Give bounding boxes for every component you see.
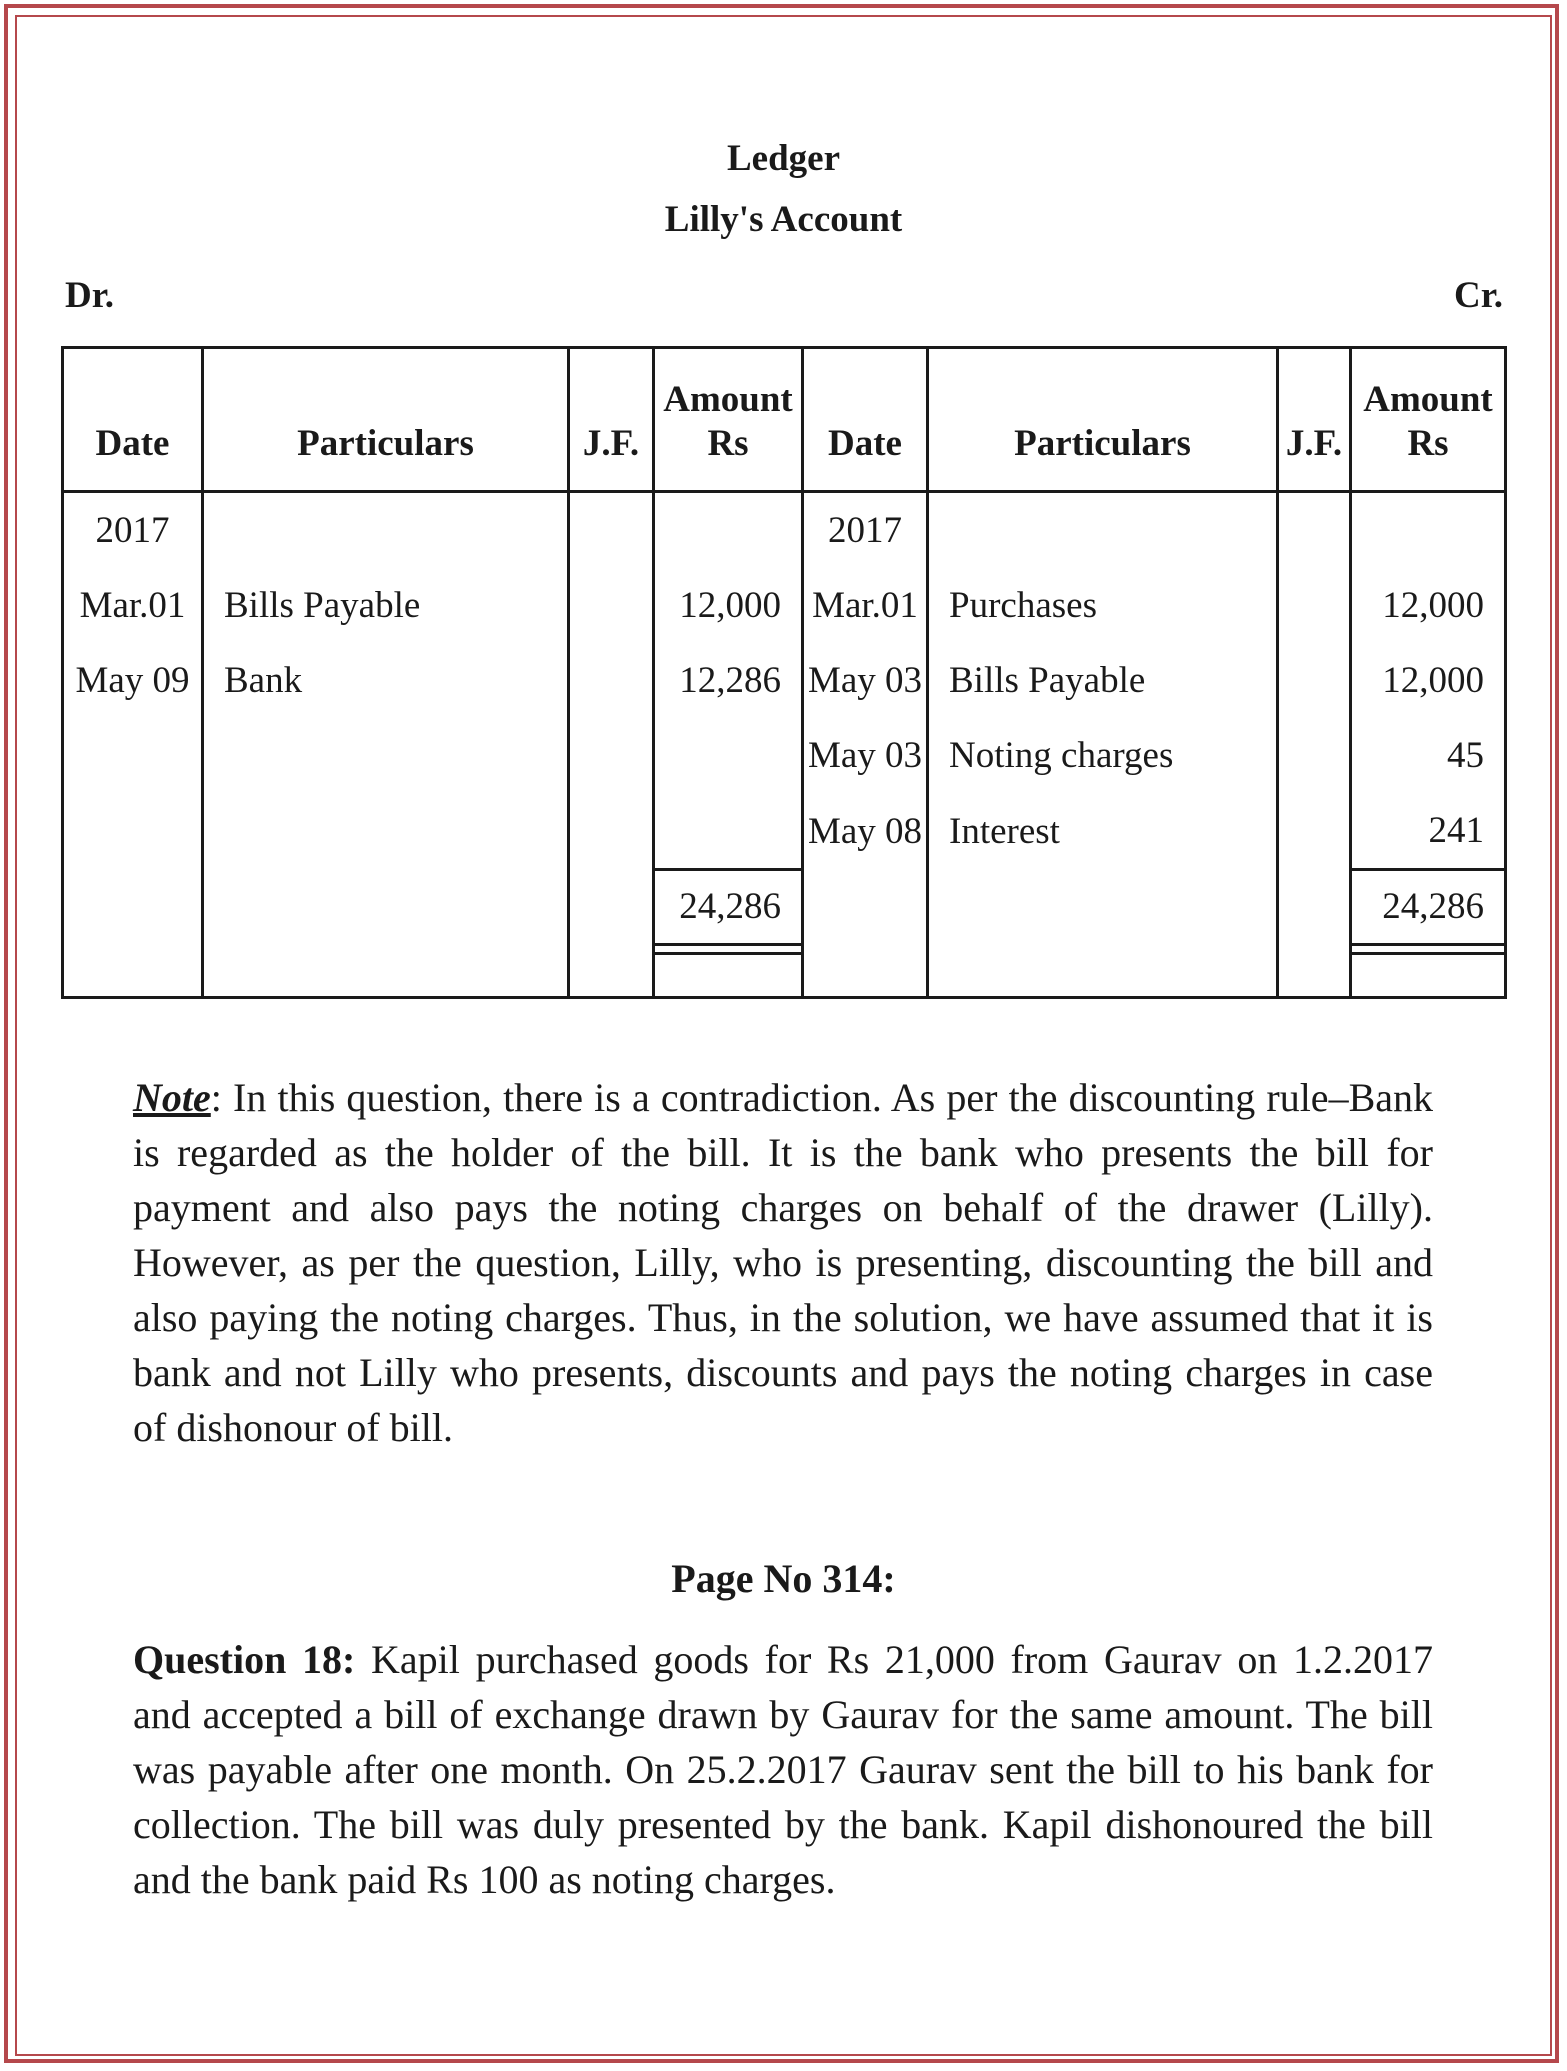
col-header-amount: Amount Rs — [654, 348, 803, 492]
credit-jf — [1278, 718, 1351, 793]
table-header — [63, 348, 1506, 492]
credit-date: May 03 — [803, 643, 928, 718]
col-header-date: Date — [803, 348, 928, 492]
table-row — [63, 718, 1506, 793]
total-row — [63, 870, 1506, 945]
question-label: Question 18: — [133, 1637, 356, 1682]
note-paragraph — [133, 1070, 1433, 1455]
col-header-jf: J.F. — [1278, 348, 1351, 492]
question-paragraph — [133, 1632, 1433, 1907]
credit-particulars: Noting charges — [928, 718, 1278, 793]
table-row — [63, 568, 1506, 643]
question-text: Kapil purchased goods for Rs 21,000 from Gaurav on 1.2.2017 and accepted a bill of exchange drawn by Gaurav for the same amount. The bill was payable after one month. On 25.2.2017 Gaurav sent the bill to his bank for collection. The bill was duly presented by the bank. Kapil dishonoured the bill and the bank paid Rs 100 as noting charges. — [133, 1637, 1434, 1902]
col-header-particulars: Particulars — [928, 348, 1278, 492]
credit-jf — [1278, 568, 1351, 643]
col-header-jf: J.F. — [569, 348, 654, 492]
debit-date: May 09 — [63, 643, 203, 718]
debit-amount: 12,000 — [654, 568, 803, 643]
credit-particulars: Interest — [928, 793, 1278, 870]
table-row — [63, 492, 1506, 569]
account-name: Lilly's Account — [664, 199, 903, 240]
table-row — [63, 793, 1506, 870]
debit-date: Mar.01 — [63, 568, 203, 643]
credit-particulars: Bills Payable — [928, 643, 1278, 718]
note-text: : In this question, there is a contradiction. As per the discounting rule–Bank is regarded as the holder of the bill. It is the bank who presents the bill for payment and also pays the noting charges on behalf of the drawer (Lilly). However, as per the question, Lilly, who is presenting, discounting the bill and also paying the noting charges. Thus, in the solution, we have assumed that it is bank and not Lilly who presents, discounts and pays the noting charges in case of dishonour of bill. — [133, 1075, 1433, 1450]
debit-jf — [569, 568, 654, 643]
debit-particulars: Bills Payable — [203, 568, 569, 643]
col-header-amount: Amount Rs — [1351, 348, 1506, 492]
credit-jf — [1278, 793, 1351, 870]
note-label: Note — [133, 1075, 211, 1120]
credit-amount: 12,000 — [1351, 568, 1506, 643]
debit-jf — [569, 643, 654, 718]
credit-date: May 03 — [803, 718, 928, 793]
debit-particulars: Bank — [203, 643, 569, 718]
credit-year: 2017 — [803, 492, 928, 569]
credit-amount: 241 — [1351, 793, 1506, 870]
col-header-date: Date — [63, 348, 203, 492]
credit-particulars: Purchases — [928, 568, 1278, 643]
debit-label: Dr. — [65, 275, 114, 316]
credit-total: 24,286 — [1351, 870, 1506, 945]
credit-jf — [1278, 643, 1351, 718]
page-number-heading: Page No 314: — [671, 1556, 896, 1601]
credit-amount: 45 — [1351, 718, 1506, 793]
credit-amount: 12,000 — [1351, 643, 1506, 718]
col-header-particulars: Particulars — [203, 348, 569, 492]
ledger-table — [61, 346, 1507, 999]
credit-date: May 08 — [803, 793, 928, 870]
debit-amount: 12,286 — [654, 643, 803, 718]
debit-year: 2017 — [63, 492, 203, 569]
debit-total: 24,286 — [654, 870, 803, 945]
credit-date: Mar.01 — [803, 568, 928, 643]
double-rule-row — [63, 945, 1506, 954]
ledger-title: Ledger — [726, 138, 841, 179]
credit-label: Cr. — [1454, 275, 1503, 316]
table-row — [63, 643, 1506, 718]
